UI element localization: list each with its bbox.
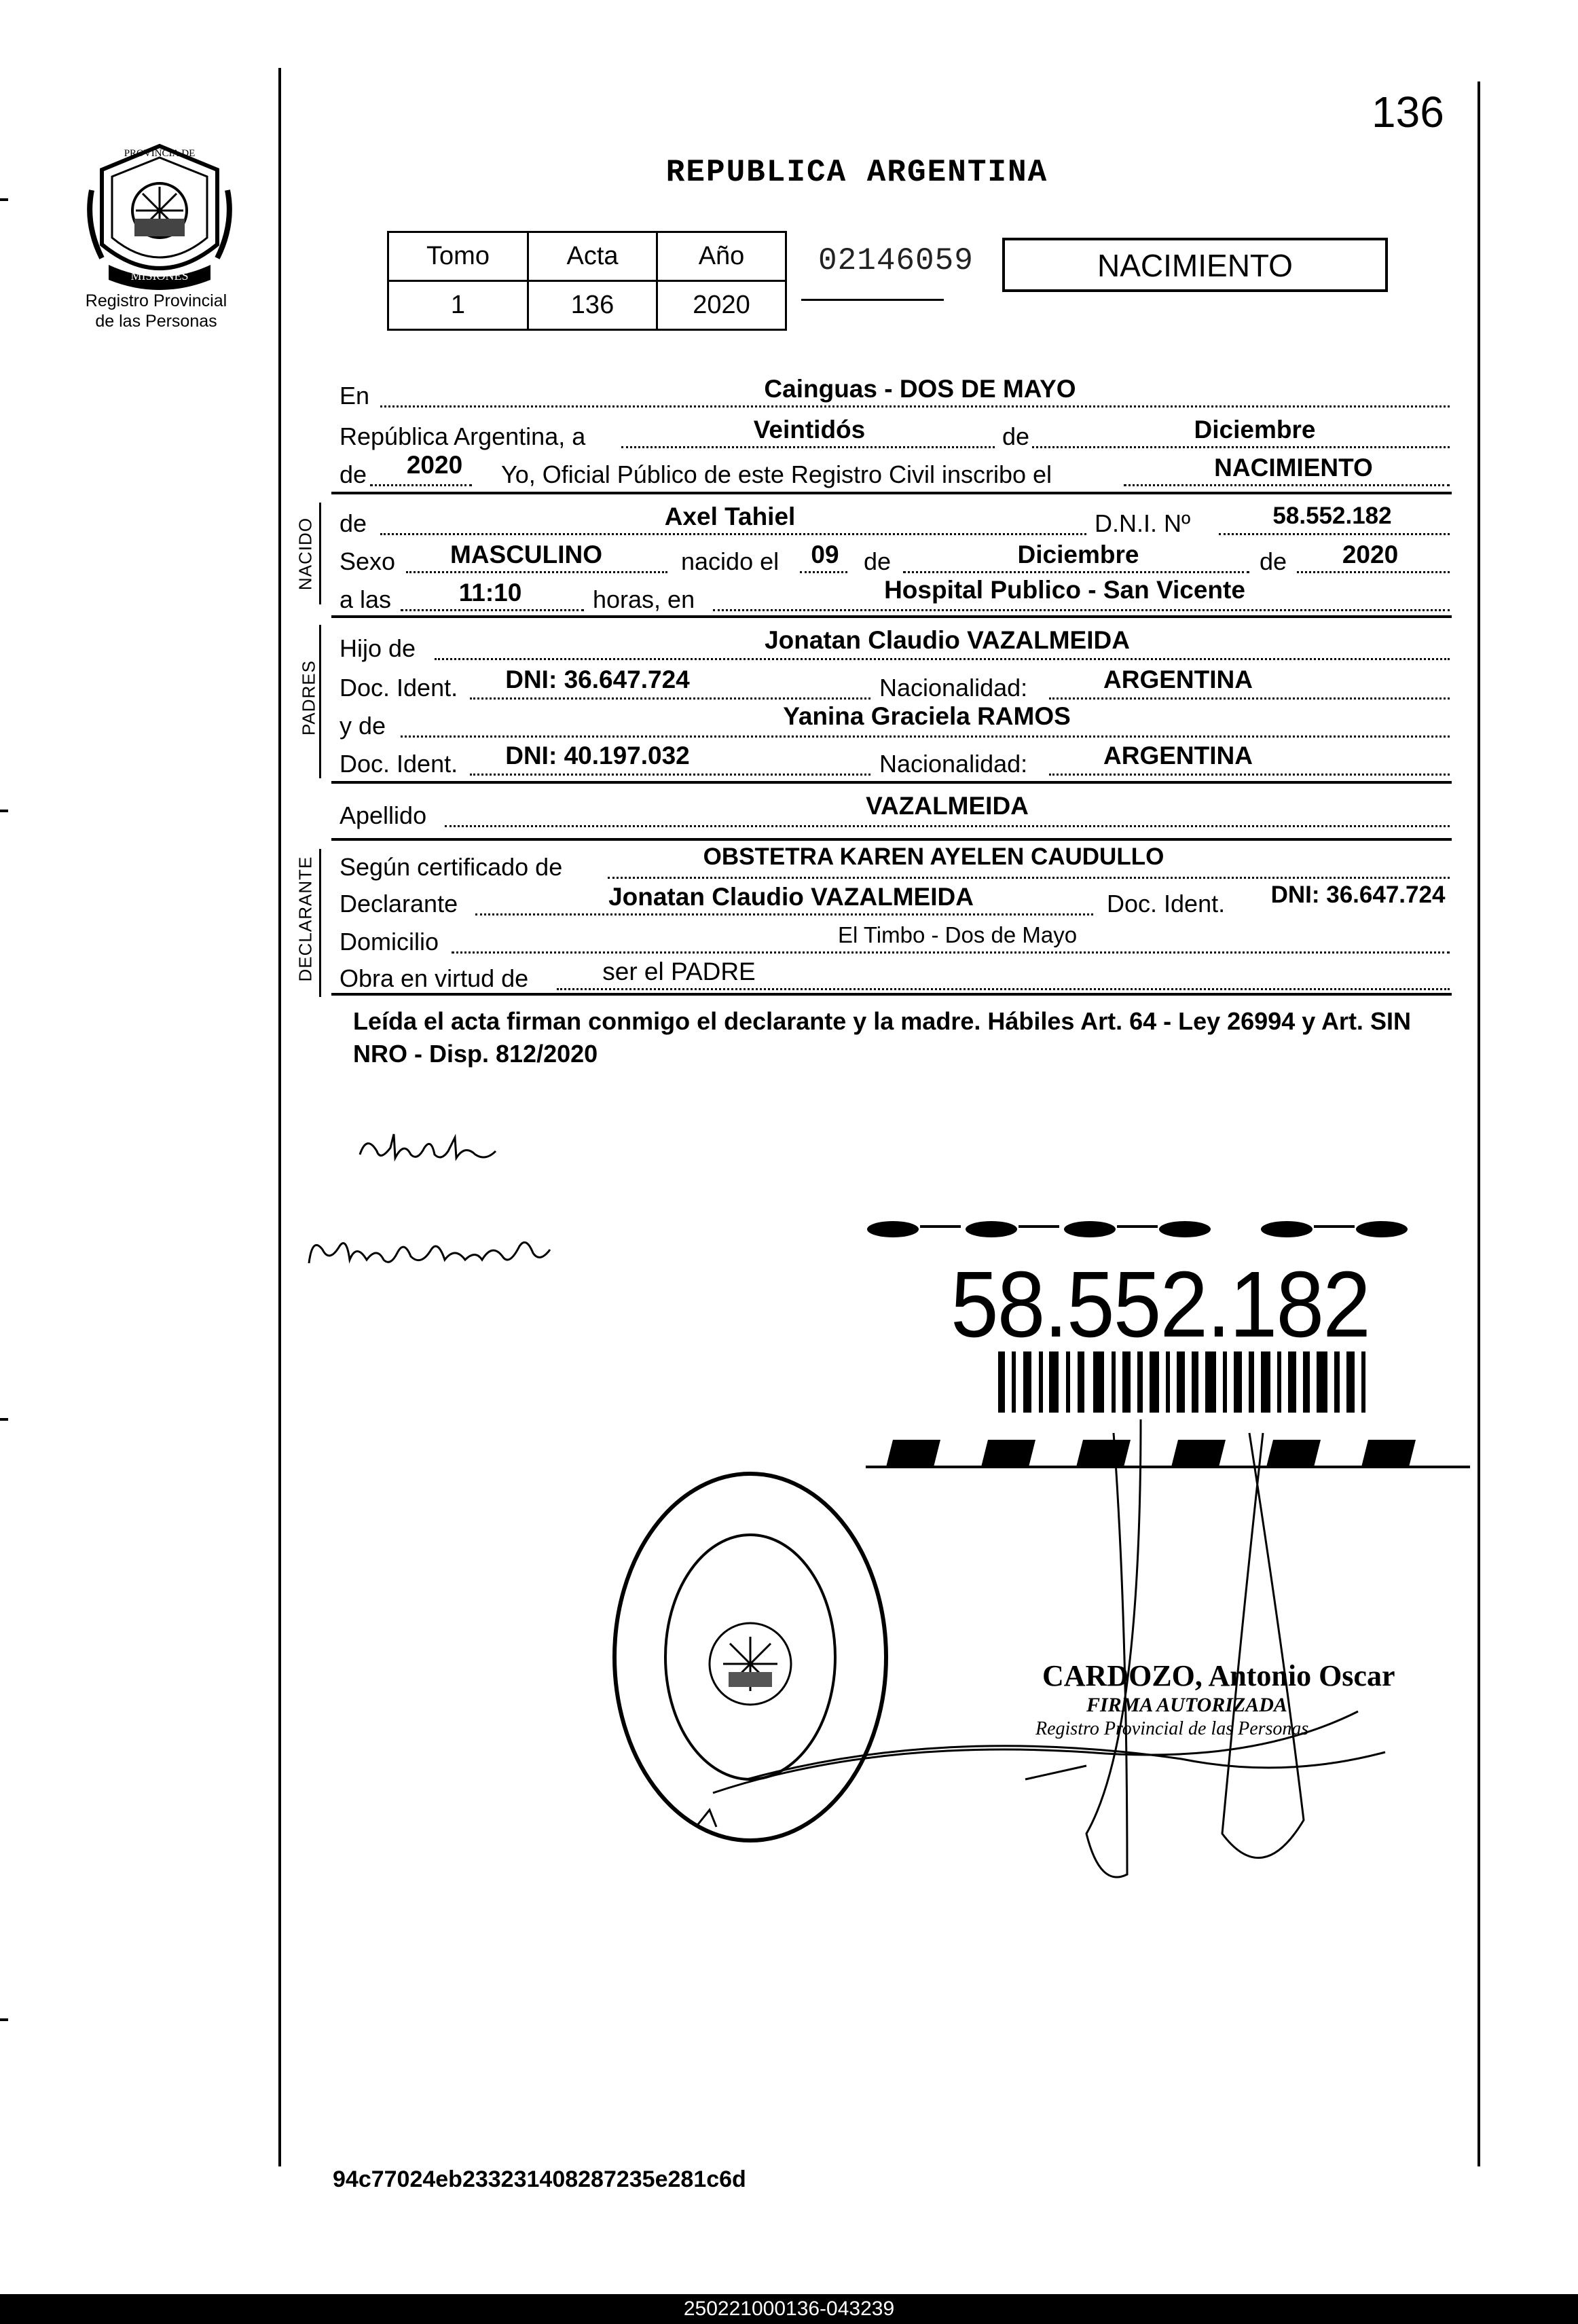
dotted-line (380, 405, 1450, 407)
dotted-line (608, 876, 1450, 879)
svg-text:MISIONES: MISIONES (130, 269, 189, 283)
margin-tick (0, 1418, 8, 1421)
dotted-line (475, 913, 1093, 915)
declarant-doc-value: DNI: 36.647.724 (1270, 882, 1446, 908)
dotted-line (435, 657, 1450, 660)
tomo-value: 1 (388, 281, 528, 330)
section-rule (331, 838, 1452, 841)
dotted-line (1219, 532, 1450, 535)
day-words-value: Veintidós (753, 416, 866, 443)
label-hijo-de: Hijo de (340, 634, 416, 662)
label-nacionalidad: Nacionalidad: (879, 750, 1028, 778)
label-republica: República Argentina, a (340, 422, 586, 450)
section-rule (331, 781, 1452, 784)
register-table (387, 231, 787, 331)
dotted-line (800, 570, 847, 573)
left-margin-line (278, 68, 281, 2166)
record-type-box: NACIMIENTO (1002, 238, 1388, 292)
sex-value: MASCULINO (449, 541, 603, 568)
label-de-month: de (864, 547, 892, 575)
father-doc-value: DNI: 36.647.724 (505, 666, 690, 693)
label-apellido: Apellido (340, 801, 427, 829)
dotted-line (713, 609, 1450, 611)
section-nacido: NACIDO (295, 517, 316, 591)
mother-signature (353, 1121, 502, 1175)
stamp-number: 58.552.182 (951, 1252, 1370, 1357)
section-bar (319, 849, 321, 997)
logo-caption: Registro Provincial de las Personas (85, 291, 227, 331)
label-de: de (1002, 422, 1030, 450)
serial-number: 02146059 (818, 243, 974, 278)
label-domicilio: Domicilio (340, 928, 439, 956)
month-value: Diciembre (1194, 416, 1316, 443)
label-declarante: Declarante (340, 890, 458, 918)
acta-header: Acta (528, 232, 657, 281)
dotted-line (401, 609, 584, 611)
certificate-value: OBSTETRA KAREN AYELEN CAUDULLO (703, 843, 1164, 870)
official-office: Registro Provincial de las Personas (1035, 1718, 1309, 1739)
dotted-line (470, 697, 870, 700)
tomo-header: Tomo (388, 232, 528, 281)
dotted-line (380, 532, 1086, 535)
official-name: CARDOZO, Antonio Oscar (1042, 1659, 1395, 1692)
declarant-name-value: Jonatan Claudio VAZALMEIDA (608, 883, 974, 911)
label-de-year: de (340, 460, 367, 488)
label-doc-ident-declarant: Doc. Ident. (1107, 890, 1226, 918)
dotted-line (401, 735, 1450, 738)
legal-note: Leída el acta firman conmigo el declarante y la madre. Hábiles Art. 64 - Ley 26994 y Art. SIN NRO - Disp. 812/2020 (353, 1007, 1411, 1068)
address-value: El Timbo - Dos de Mayo (837, 922, 1078, 947)
margin-tick (0, 2018, 8, 2021)
mother-doc-value: DNI: 40.197.032 (505, 742, 690, 769)
birth-year-value: 2020 (1342, 541, 1399, 568)
father-nationality-value: ARGENTINA (1103, 666, 1253, 693)
dotted-line (557, 987, 1450, 990)
place-value: Cainguas - DOS DE MAYO (764, 375, 1076, 403)
capacity-value: ser el PADRE (602, 958, 756, 985)
dotted-line (445, 824, 1450, 827)
acta-value: 136 (528, 281, 657, 330)
birth-time-value: 11:10 (458, 579, 522, 606)
section-padres: PADRES (298, 660, 319, 736)
label-doc-ident: Doc. Ident. (340, 674, 458, 702)
dotted-line (1297, 570, 1450, 573)
dotted-line (1124, 484, 1450, 486)
right-margin-line (1478, 81, 1480, 2166)
label-horas-en: horas, en (593, 585, 695, 613)
serial-underline (801, 299, 944, 301)
dotted-line (1032, 446, 1450, 448)
label-nacido-el: nacido el (681, 547, 779, 575)
label-de-name: de (340, 509, 367, 537)
section-rule (331, 492, 1452, 494)
label-obra: Obra en virtud de (340, 964, 529, 992)
label-de-birth-year: de (1260, 547, 1287, 575)
margin-tick (0, 810, 8, 812)
document-hash: 94c77024eb233231408287235e281c6d (333, 2166, 746, 2192)
section-rule (331, 615, 1452, 618)
dotted-line (621, 446, 995, 448)
declarant-signature (302, 1222, 560, 1284)
section-rule (331, 993, 1452, 996)
year-value: 2020 (406, 451, 463, 479)
label-doc-ident: Doc. Ident. (340, 750, 458, 778)
anio-header: Año (657, 232, 786, 281)
dotted-line (1049, 773, 1450, 776)
label-yo-oficial: Yo, Oficial Público de este Registro Civil inscribo el (501, 460, 1052, 488)
label-sexo: Sexo (340, 547, 396, 575)
dotted-line (370, 484, 472, 486)
footer-code: 250221000136-043239 (0, 2294, 1578, 2324)
dotted-line (406, 570, 667, 573)
birth-place-value: Hospital Publico - San Vicente (884, 576, 1245, 604)
act-type-value: NACIMIENTO (1214, 454, 1373, 482)
mother-name-value: Yanina Graciela RAMOS (783, 702, 1071, 730)
document-title: REPUBLICA ARGENTINA (665, 155, 1048, 190)
dotted-line (903, 570, 1249, 573)
margin-tick (0, 198, 8, 201)
dotted-line (1049, 697, 1450, 700)
label-nacionalidad: Nacionalidad: (879, 674, 1028, 702)
child-name-value: Axel Tahiel (664, 503, 796, 530)
section-bar (319, 503, 321, 604)
surname-value: VAZALMEIDA (866, 792, 1029, 820)
official-role: FIRMA AUTORIZADA (1086, 1694, 1287, 1716)
child-dni-value: 58.552.182 (1272, 503, 1392, 529)
svg-text:PROVINCIA DE: PROVINCIA DE (124, 148, 196, 159)
label-segun: Según certificado de (340, 853, 563, 881)
label-y-de: y de (340, 712, 386, 740)
dotted-line (452, 951, 1450, 954)
authorized-signature (706, 1413, 1399, 1888)
dotted-line (470, 773, 870, 776)
anio-value: 2020 (657, 281, 786, 330)
page-number: 136 (1372, 88, 1444, 137)
label-a-las: a las (340, 585, 392, 613)
mother-nationality-value: ARGENTINA (1103, 742, 1253, 769)
father-name-value: Jonatan Claudio VAZALMEIDA (765, 626, 1130, 654)
birth-month-value: Diciembre (1017, 541, 1139, 568)
label-dni: D.N.I. Nº (1095, 509, 1191, 537)
label-en: En (340, 382, 370, 410)
section-declarante: DECLARANTE (295, 856, 316, 982)
birth-day-value: 09 (811, 541, 839, 568)
